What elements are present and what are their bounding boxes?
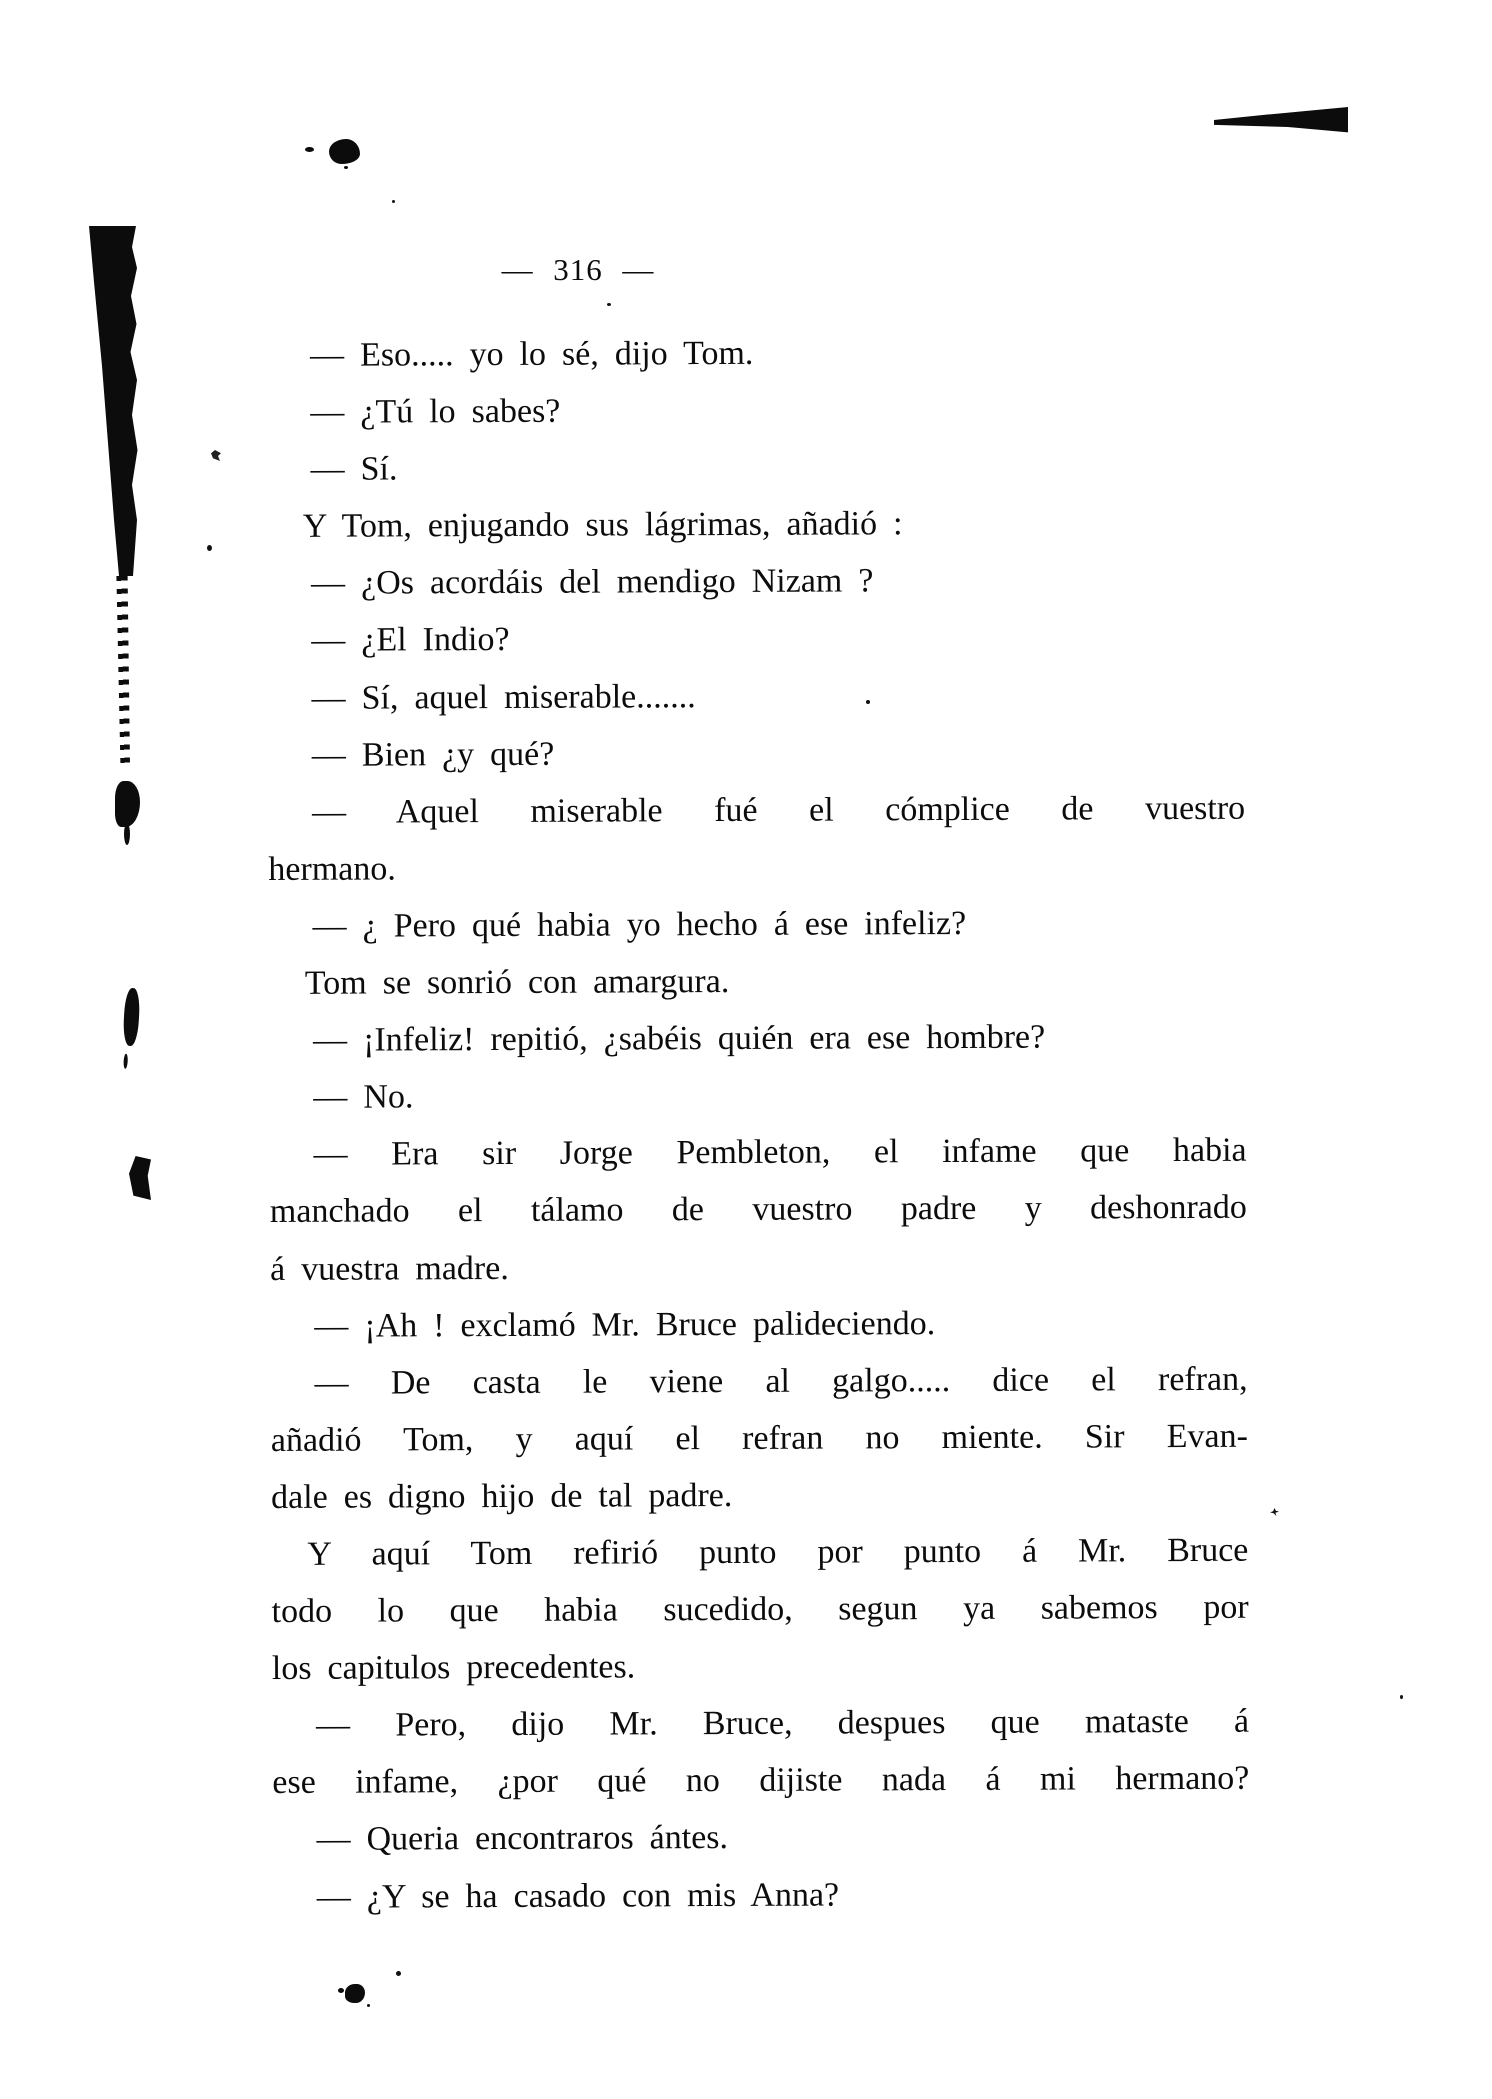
- text-line: — ¿El Indio?: [311, 621, 510, 660]
- text-line: Tom se sonrió con amargura.: [304, 963, 730, 1002]
- ink-blot-bottom: [345, 1984, 365, 2003]
- text-line: á vuestra madre.: [270, 1249, 509, 1288]
- ink-mark-left-margin: [115, 781, 140, 827]
- text-line: — ¿Y se ha casado con mis Anna?: [316, 1876, 840, 1916]
- text-line: Y Tom, enjugando sus lágrimas, añadió :: [302, 505, 903, 546]
- text-line: los capitulos precedentes.: [271, 1648, 636, 1688]
- text-line: ese infame, ¿por qué no dijiste nada á mi hermano?: [272, 1760, 1250, 1802]
- ink-speck: [607, 303, 611, 306]
- text-line: — ¿Os acordáis del mendigo Nizam ?: [311, 562, 874, 603]
- ink-speck: [1270, 1508, 1279, 1516]
- scan-artifact-left-noise: [114, 576, 130, 764]
- ink-speck: [211, 450, 221, 461]
- text-line: — ¿Tú lo sabes?: [310, 392, 561, 431]
- text-line: — De casta le viene al galgo..... dice el refran,: [314, 1360, 1248, 1402]
- ink-speck: [392, 200, 395, 203]
- text-line: — Sí.: [310, 450, 398, 488]
- ink-mark-left-margin: [129, 1156, 151, 1200]
- text-line: todo lo que habia sucedido, segun ya sabemos por: [271, 1588, 1249, 1631]
- ink-speck: [396, 1971, 401, 1976]
- text-line: Y aquí Tom refirió punto por punto á Mr. Bruce: [307, 1531, 1249, 1573]
- scan-artifact-page-edge: [1214, 107, 1348, 134]
- text-line: — ¿ Pero qué habia yo hecho á ese infeliz?: [312, 904, 967, 945]
- text-line: — Queria encontraros ántes.: [316, 1819, 729, 1859]
- text-line: dale es digno hijo de tal padre.: [271, 1476, 733, 1516]
- text-block: [266, 323, 1250, 1926]
- text-line: hermano.: [268, 850, 396, 888]
- text-line: — Aquel miserable fué el cómplice de vuestro: [312, 789, 1246, 831]
- page-number: — 316 —: [501, 252, 655, 287]
- text-line: — No.: [313, 1078, 414, 1117]
- ink-speck: [1400, 1695, 1403, 1699]
- ink-mark-left-margin: [122, 988, 140, 1047]
- text-line: — Sí, aquel miserable.......: [311, 677, 696, 717]
- text-line: — Era sir Jorge Pembleton, el infame que habia: [313, 1132, 1247, 1174]
- text-line: manchado el tálamo de vuestro padre y deshonrado: [269, 1189, 1247, 1231]
- ink-blot-top: [329, 139, 360, 164]
- text-line: — ¡Ah ! exclamó Mr. Bruce palideciendo.: [314, 1304, 936, 1345]
- text-line: — Pero, dijo Mr. Bruce, despues que mataste á: [316, 1702, 1250, 1745]
- text-line: — Bien ¿y qué?: [311, 735, 555, 774]
- ink-speck: [207, 545, 212, 551]
- text-line: añadió Tom, y aquí el refran no miente. Sir Evan-: [270, 1417, 1248, 1459]
- text-line: — ¡Infeliz! repitió, ¿sabéis quién era ese hombre?: [313, 1018, 1046, 1059]
- text-line: — Eso..... yo lo sé, dijo Tom.: [310, 334, 754, 374]
